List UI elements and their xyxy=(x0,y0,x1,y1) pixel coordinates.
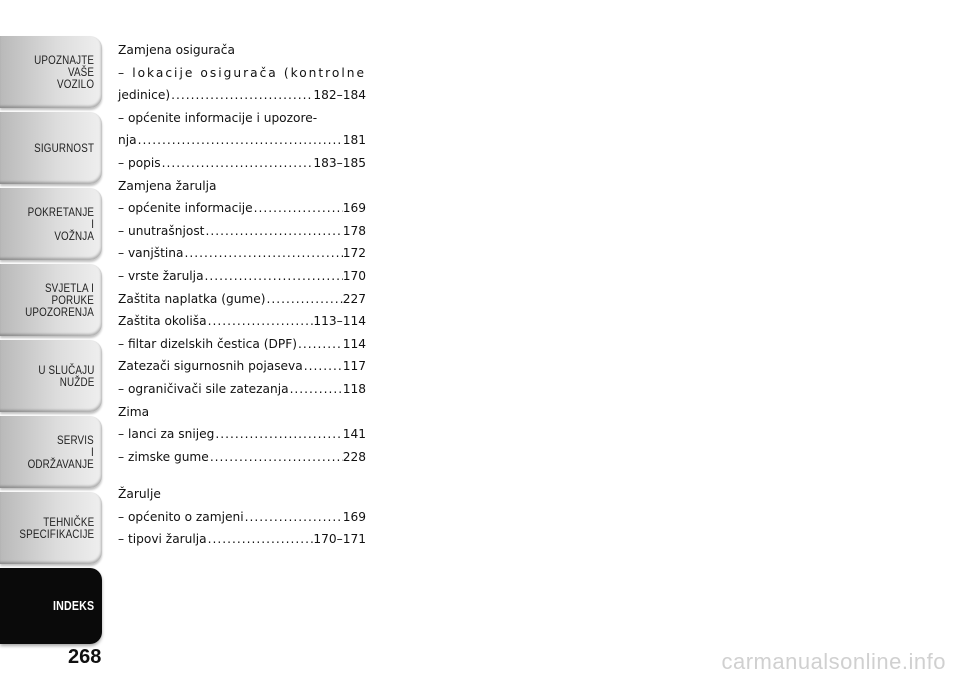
entry-page: 227 xyxy=(342,291,366,306)
index-entry[interactable] xyxy=(118,423,366,446)
tab-label: INDEKS xyxy=(52,598,94,613)
index-entry[interactable] xyxy=(118,129,366,152)
entry-text: – popis xyxy=(118,155,161,170)
page-number: 268 xyxy=(68,646,102,668)
index-entry-line: – općenite informacije i upozore- xyxy=(118,110,318,125)
entry-page: 169 xyxy=(342,201,366,216)
index-entry-line: – lokacije osigurača (kontrolne xyxy=(118,65,366,80)
index-heading: Zamjena žarulja xyxy=(118,178,217,193)
entry-text: – vanjština xyxy=(118,246,184,261)
leader-dots xyxy=(204,220,342,243)
entry-page: 170 xyxy=(342,268,366,283)
entry-page: 169 xyxy=(342,509,366,524)
entry-text: nja xyxy=(118,133,137,148)
tab-label: UPOZNAJTE VAŠE VOZILO xyxy=(34,53,94,91)
leader-dots xyxy=(214,423,342,446)
leader-dots xyxy=(297,333,343,356)
entry-text: – općenito o zamjeni xyxy=(118,509,244,524)
index-entry[interactable] xyxy=(118,242,366,265)
tab-label: SERVIS I ODRŽAVANJE xyxy=(27,433,94,471)
leader-dots xyxy=(161,152,314,175)
entry-page: 183–185 xyxy=(313,155,366,170)
entry-page: 182–184 xyxy=(313,88,366,103)
entry-page: 118 xyxy=(342,381,366,396)
leader-dots xyxy=(266,288,343,311)
watermark: carmanualsonline.info xyxy=(721,649,946,674)
leader-dots xyxy=(170,84,313,107)
tab-sigurnost[interactable] xyxy=(0,112,102,184)
entry-text: – zimske gume xyxy=(118,449,209,464)
entry-text: Zaštita naplatka (gume) xyxy=(118,291,266,306)
entry-page: 172 xyxy=(342,246,366,261)
entry-text: – ograničivači sile zatezanja xyxy=(118,381,289,396)
tab-u-slucaju-nuzde[interactable] xyxy=(0,340,102,412)
entry-text: – filtar dizelskih čestica (DPF) xyxy=(118,336,297,351)
index-entry[interactable] xyxy=(118,310,366,333)
index-entry[interactable] xyxy=(118,528,366,551)
leader-dots xyxy=(204,265,343,288)
leader-dots xyxy=(183,242,342,265)
index-entry[interactable] xyxy=(118,265,366,288)
entry-page: 181 xyxy=(342,133,366,148)
entry-page: 113–114 xyxy=(313,314,366,329)
index-heading: Žarulje xyxy=(118,487,161,502)
leader-dots xyxy=(244,506,343,529)
tab-label: SVJETLA I PORUKE UPOZORENJA xyxy=(25,281,94,319)
entry-page: 114 xyxy=(342,336,366,351)
index-entry[interactable] xyxy=(118,152,366,175)
entry-page: 170–171 xyxy=(313,532,366,547)
index-entry[interactable] xyxy=(118,197,366,220)
entry-text: jedinice) xyxy=(118,88,171,103)
index-heading: Zima xyxy=(118,404,150,419)
tab-tehnicke-specifikacije[interactable] xyxy=(0,492,102,564)
leader-dots xyxy=(137,129,343,152)
tab-upoznajte-vase-vozilo[interactable] xyxy=(0,36,102,108)
entry-text: – lanci za snijeg xyxy=(118,427,215,442)
index-heading: Zamjena osigurača xyxy=(118,43,235,57)
entry-page: 117 xyxy=(342,359,366,374)
leader-dots xyxy=(289,378,343,401)
tab-label: U SLUČAJU NUŽDE xyxy=(37,363,94,389)
leader-dots xyxy=(303,355,343,378)
index-entry[interactable] xyxy=(118,378,366,401)
index-entry[interactable] xyxy=(118,288,366,311)
tab-pokretanje-i-voznja[interactable] xyxy=(0,188,102,260)
tab-label: POKRETANJE I VOŽNJA xyxy=(27,205,94,243)
leader-dots xyxy=(209,446,343,469)
index-entry[interactable] xyxy=(118,446,366,469)
section-gap xyxy=(118,468,366,483)
leader-dots xyxy=(253,197,343,220)
entry-text: – tipovi žarulja xyxy=(118,532,207,547)
tab-label: TEHNIČKE SPECIFIKACIJE xyxy=(19,515,94,541)
tab-indeks[interactable] xyxy=(0,568,102,644)
entry-page: 141 xyxy=(342,427,366,442)
index-entry[interactable] xyxy=(118,220,366,243)
entry-page: 228 xyxy=(342,449,366,464)
index-entry[interactable] xyxy=(118,506,366,529)
entry-text: – vrste žarulja xyxy=(118,268,204,283)
chapter-tabs xyxy=(0,36,104,648)
entry-text: Zaštita okoliša xyxy=(118,314,207,329)
leader-dots xyxy=(207,528,314,551)
entry-text: Zatezači sigurnosnih pojaseva xyxy=(118,359,303,374)
entry-text: – općenite informacije xyxy=(118,201,253,216)
tab-svjetla-i-poruke[interactable] xyxy=(0,264,102,336)
tab-servis-i-odrzavanje[interactable] xyxy=(0,416,102,488)
entry-page: 178 xyxy=(342,223,366,238)
index-column xyxy=(118,39,366,551)
index-entry[interactable] xyxy=(118,333,366,356)
index-entry[interactable] xyxy=(118,355,366,378)
leader-dots xyxy=(207,310,314,333)
index-entry[interactable] xyxy=(118,84,366,107)
tab-label: SIGURNOST xyxy=(34,141,94,155)
entry-text: – unutrašnjost xyxy=(118,223,205,238)
